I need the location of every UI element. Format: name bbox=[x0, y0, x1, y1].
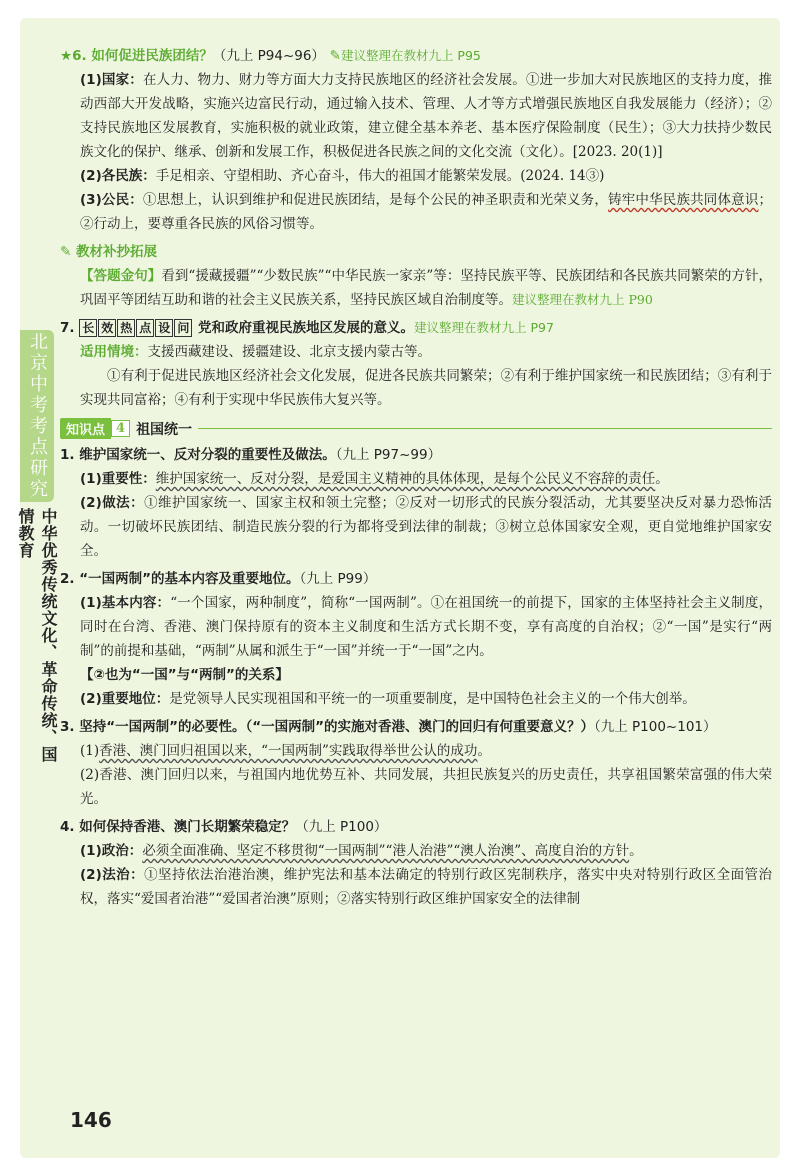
s2-bracket-note: 【②也为“一国”与“两制”的关系】 bbox=[80, 667, 289, 683]
section-side-label: 中华优秀传统文化、革命传统、国情教育 bbox=[16, 508, 58, 763]
q6-para-2: (2)各民族：手足相亲、守望相助、齐心奋斗，伟大的祖国才能繁荣发展。(2024. 14③) bbox=[80, 168, 605, 184]
extension-text: 【答题金句】看到“援藏援疆”“少数民族”“中华民族一家亲”等：坚持民族平等、民族团结和各民族共同繁荣的方针，巩固平等团结互助和谐的社会主义民族关系，坚持民族区域自治制度等。建议整理在教材九上 P90 bbox=[80, 268, 772, 308]
tag-box: 问 bbox=[174, 319, 192, 337]
s3-para-1: (1)香港、澳门回归祖国以来，“一国两制”实践取得举世公认的成功。 bbox=[80, 743, 491, 759]
pencil-icon: ✎ bbox=[60, 244, 72, 260]
s2-para-1: (1)基本内容：“一个国家，两种制度”，简称“一国两制”。①在祖国统一的前提下，国家的主体坚持社会主义制度，同时在台湾、香港、澳门保持原有的资本主义制度和生活方式长期不变，享有高度的自治权；②“一国”是实行“两制”的前提和基础，“两制”从属和派生于“一国”并统一于“一国”之内。 bbox=[80, 595, 773, 659]
section-header: 知识点 4 祖国统一 bbox=[60, 418, 772, 439]
tag-box: 点 bbox=[136, 319, 154, 337]
extension-heading: ✎ 教材补抄拓展 bbox=[60, 244, 158, 260]
s3-para-2: (2)香港、澳门回归以来，与祖国内地优势互补、共同发展，共担民族复兴的历史责任，共享祖国繁荣富强的伟大荣光。 bbox=[80, 767, 772, 807]
question-6-ref: （九上 P94~96） bbox=[212, 48, 325, 64]
s3-title: 3. 坚持“一国两制”的必要性。（“一国两制”的实施对香港、澳门的回归有何重要意义？）（九上 P100~101） bbox=[60, 719, 717, 735]
q7-situation: 适用情境：支援西藏建设、援疆建设、北京支援内蒙古等。 bbox=[80, 344, 431, 360]
q6-para-1: (1)国家：在人力、物力、财力等方面大力支持民族地区的经济社会发展。①进一步加大对民族地区的支持力度，推动西部大开发战略，实施兴边富民行动，通过输入技术、管理、人才等方式增强民族地区自我发展能力（经济）；②支持民族地区发展教育，实施积极的就业政策，建立健全基本养老、基本医疗保险制度（民生）；③大力扶持少数民族文化的保护、继承、创新和发展工作，积极促进各民族之间的文化交流（文化）。[2023. 20(1)] bbox=[80, 72, 773, 160]
tag-box: 长 bbox=[79, 319, 97, 337]
tag-box: 热 bbox=[117, 319, 135, 337]
s2-para-2: (2)重要地位：是党领导人民实现祖国和平统一的一项重要制度，是中国特色社会主义的一个伟大创举。 bbox=[80, 691, 696, 707]
q7-answer: ①有利于促进民族地区经济社会文化发展，促进各民族共同繁荣；②有利于维护国家统一和民族团结；③有利于实现共同富裕；④有利于实现中华民族伟大复兴等。 bbox=[80, 368, 772, 408]
question-6 bbox=[60, 44, 772, 68]
s1-para-2: (2)做法：①维护国家统一、国家主权和领土完整；②反对一切形式的民族分裂活动，尤其要坚决反对暴力恐怖活动。一切破坏民族团结、制造民族分裂的行为都将受到法律的制裁；③树立总体国家安全观，更自觉地维护国家安全。 bbox=[80, 495, 773, 559]
question-6-title: ★6. 如何促进民族团结？ bbox=[60, 48, 213, 64]
s1-para-1: (1)重要性：维护国家统一、反对分裂，是爱国主义精神的具体体现，是每个公民义不容辞的责任。 bbox=[80, 471, 669, 487]
s1-title: 1. 维护国家统一、反对分裂的重要性及做法。（九上 P97~99） bbox=[60, 447, 442, 463]
chapter-tab: 北京中考考点研究 bbox=[20, 330, 54, 502]
tag-box: 效 bbox=[98, 319, 116, 337]
question-7: 7. 长 效 热 点 设 问 党和政府重视民族地区发展的意义。建议整理在教材九上 P97 bbox=[60, 320, 554, 336]
s4-para-2: (2)法治：①坚持依法治港治澳，维护宪法和基本法确定的特别行政区宪制秩序，落实中央对特别行政区全面管治权，落实“爱国者治港”“爱国者治澳”原则；②落实特别行政区维护国家安全的法律制 bbox=[80, 867, 773, 907]
main-content bbox=[60, 40, 772, 911]
s2-title: 2. “一国两制”的基本内容及重要地位。（九上 P99） bbox=[60, 571, 377, 587]
s4-title: 4. 如何保持香港、澳门长期繁荣稳定？（九上 P100） bbox=[60, 819, 388, 835]
pencil-icon: ✎ bbox=[329, 48, 341, 64]
page-number: 146 bbox=[70, 1108, 112, 1132]
tag-box: 设 bbox=[155, 319, 173, 337]
question-6-note: 建议整理在教材九上 P95 bbox=[340, 48, 481, 63]
q6-para-3: (3)公民：①思想上，认识到维护和促进民族团结，是每个公民的神圣职责和光荣义务，铸牢中华民族共同体意识；②行动上，要尊重各民族的风俗习惯等。 bbox=[80, 192, 773, 232]
s4-para-1: (1)政治：必须全面准确、坚定不移贯彻“一国两制”“港人治港”“澳人治澳”、高度自治的方针。 bbox=[80, 843, 643, 859]
